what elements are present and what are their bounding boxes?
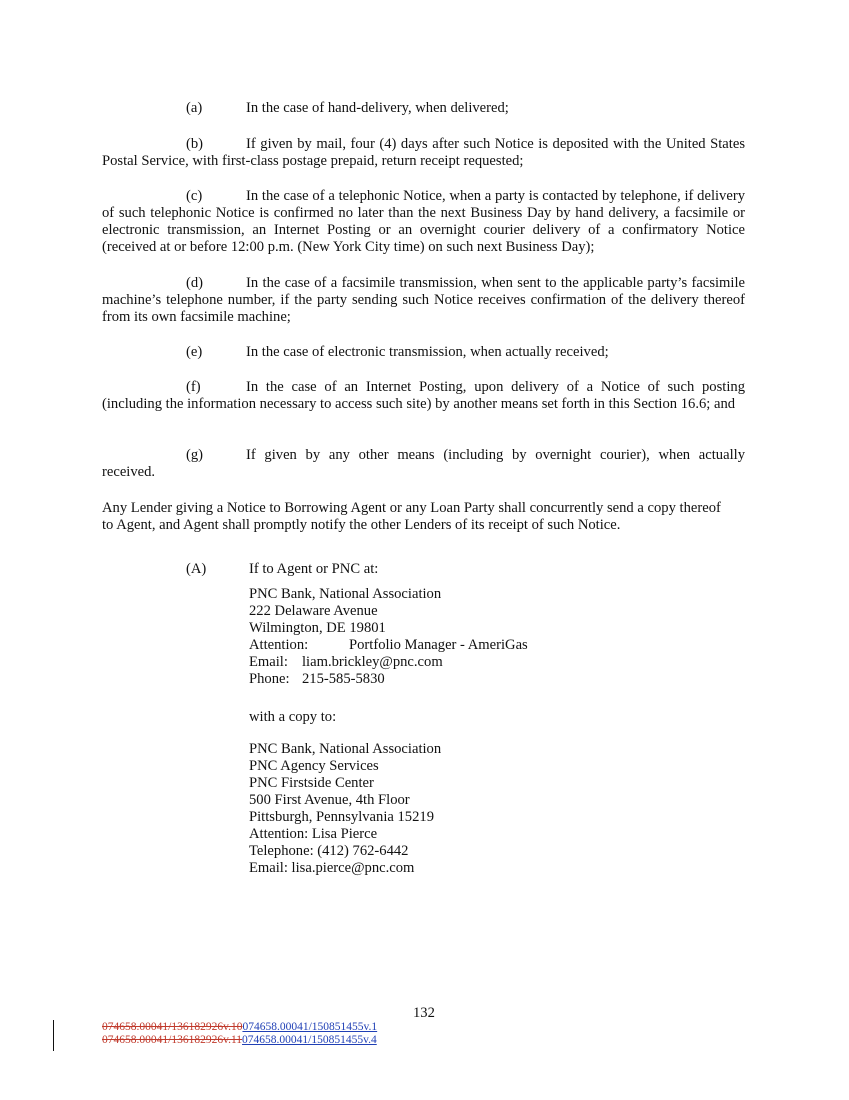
clause-text: If given by any other means (including by overnight courier), when actually received. [102, 447, 745, 480]
address-a-phone [249, 671, 528, 688]
footer-line-2 [102, 1034, 377, 1047]
copy-to-line: Attention: Lisa Pierce [249, 826, 378, 842]
clause-text: If given by mail, four (4) days after such Notice is deposited with the United States Postal Service, with first-class postage prepaid, return receipt requested; [102, 136, 745, 169]
clause-d [102, 275, 745, 326]
copy-to-heading: with a copy to: [249, 709, 337, 725]
clause-text: In the case of a facsimile transmission, when sent to the applicable party’s facsimile machine’s telephone number, if the party sending such Notice receives confirmation of the delivery thereof from its own facsimile machine; [102, 275, 745, 325]
clause-text: In the case of a telephonic Notice, when a party is contacted by telephone, if delivery of such telephonic Notice is confirmed no later than the next Business Day by hand delivery, a facsimile or electronic transmission, an Internet Posting or an overnight courier delivery of a confirmatory Notice (received at or before 12:00 p.m. (New York City time) on such next Business Day); [102, 188, 745, 255]
email-label: Email: [249, 654, 288, 670]
footer-deleted-id: 074658.00041/136182926v.11 [102, 1034, 243, 1046]
email-value: liam.brickley@pnc.com [302, 654, 443, 670]
attention-label: Attention: [249, 637, 309, 653]
footer-deleted-id: 074658.00041/136182926v.10 [102, 1021, 243, 1033]
footer-line-1 [102, 1021, 377, 1034]
address-a-city: Wilmington, DE 19801 [249, 620, 386, 636]
address-a-street: 222 Delaware Avenue [249, 603, 378, 619]
address-a-name: PNC Bank, National Association [249, 586, 442, 602]
footer-inserted-id: 074658.00041/150851455v.4 [242, 1034, 377, 1046]
clause-a [102, 100, 745, 117]
copy-to-line: Pittsburgh, Pennsylvania 15219 [249, 809, 434, 825]
address-a-label: (A) [186, 561, 207, 577]
clause-text: In the case of an Internet Posting, upon delivery of a Notice of such posting (including the information necessary to access such site) by another means set forth in this Section 16.6; and [102, 379, 745, 412]
phone-value: 215-585-5830 [302, 671, 385, 687]
page-number: 132 [413, 1005, 435, 1021]
clause-label: (e) [186, 344, 203, 360]
revision-change-bar [53, 1020, 54, 1051]
phone-label: Phone: [249, 671, 290, 687]
attention-value: Portfolio Manager - AmeriGas [349, 637, 528, 653]
clause-g [102, 447, 745, 481]
copy-to-line: PNC Bank, National Association [249, 741, 442, 757]
clause-label: (f) [186, 379, 201, 395]
clause-text: In the case of electronic transmission, when actually received; [246, 344, 609, 360]
copy-to-line: 500 First Avenue, 4th Floor [249, 792, 410, 808]
address-a-email [249, 654, 528, 671]
address-a-heading [186, 561, 378, 578]
address-a-heading-text: If to Agent or PNC at: [249, 561, 379, 577]
lender-notice-paragraph: Any Lender giving a Notice to Borrowing Agent or any Loan Party shall concurrently send a copy thereof to Agent, and Agent shall promptly notify the other Lenders of its receipt of such Notice. [102, 500, 721, 533]
clause-c [102, 188, 745, 256]
clause-text: In the case of hand-delivery, when delivered; [246, 100, 509, 116]
address-a-attention [249, 637, 528, 654]
clause-label: (b) [186, 136, 204, 152]
address-a-block [249, 586, 528, 688]
copy-to-line: PNC Agency Services [249, 758, 379, 774]
clause-b [102, 136, 745, 170]
clause-label: (a) [186, 100, 203, 116]
clause-e [102, 344, 745, 361]
document-id-footer [102, 1021, 377, 1047]
copy-to-line: PNC Firstside Center [249, 775, 374, 791]
clause-f [102, 379, 745, 413]
clause-label: (g) [186, 447, 204, 463]
footer-inserted-id: 074658.00041/150851455v.1 [242, 1021, 378, 1033]
copy-to-block [249, 741, 441, 877]
copy-to-line: Email: lisa.pierce@pnc.com [249, 860, 415, 876]
clause-label: (d) [186, 275, 204, 291]
clause-label: (c) [186, 188, 203, 204]
copy-to-line: Telephone: (412) 762-6442 [249, 843, 409, 859]
